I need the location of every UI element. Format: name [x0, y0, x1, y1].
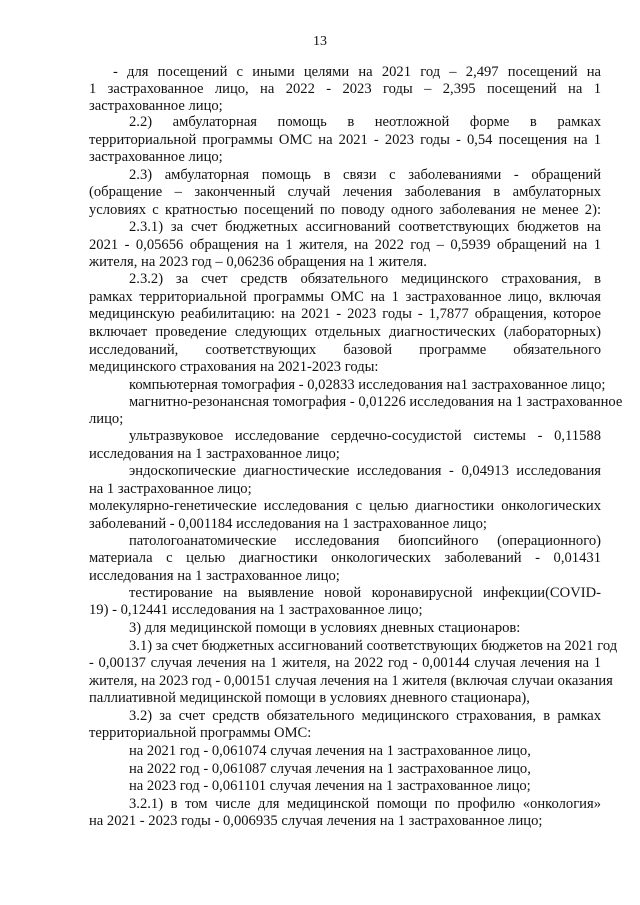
text-line: 2.2) амбулаторная помощь в неотложной форме в рамках	[129, 114, 601, 130]
text-line: магнитно-резонансная томография - 0,01226 исследования на 1 застрахованное	[129, 394, 623, 410]
text-line: территориальной программы ОМС на 2021 - 2023 годы - 0,54 посещения на 1	[89, 132, 601, 148]
text-line: патологоанатомические исследования биопсийного (операционного)	[129, 533, 601, 549]
text-line: медицинскую реабилитацию: на 2021 - 2023 годы - 1,7877 обращения, которое	[89, 306, 601, 322]
text-line: 2.3) амбулаторная помощь в связи с заболеваниями - обращений	[129, 167, 601, 183]
text-line: 3.2) за счет средств обязательного медицинского страхования, в рамках	[129, 708, 601, 724]
text-line: медицинского страхования на 2021-2023 годы:	[89, 359, 379, 375]
text-line: 1 застрахованное лицо, на 2022 - 2023 годы – 2,395 посещений на 1	[89, 81, 601, 97]
text-line: на 1 застрахованное лицо;	[89, 481, 252, 497]
text-line: лицо;	[89, 411, 124, 427]
text-line: территориальной программы ОМС:	[89, 725, 312, 741]
text-line: заболеваний - 0,001184 исследования на 1 застрахованное лицо;	[89, 516, 487, 532]
text-line: ультразвуковое исследование сердечно-сосудистой системы - 0,11588	[129, 428, 601, 444]
text-line: - для посещений с иными целями на 2021 год – 2,497 посещений на	[113, 64, 601, 80]
text-line: 3) для медицинской помощи в условиях дневных стационаров:	[129, 620, 521, 636]
text-line: эндоскопические диагностические исследования - 0,04913 исследования	[129, 463, 601, 479]
text-line: 2.3.1) за счет бюджетных ассигнований соответствующих бюджетов на	[129, 219, 601, 235]
text-line: на 2021 - 2023 годы - 0,006935 случая лечения на 1 застрахованное лицо;	[89, 813, 543, 829]
text-line: рамках территориальной программы ОМС на 1 застрахованное лицо, включая	[89, 289, 601, 305]
page-number: 13	[313, 34, 327, 49]
text-line: на 2022 год - 0,061087 случая лечения на 1 застрахованное лицо,	[129, 761, 531, 777]
text-line: 2021 - 0,05656 обращения на 1 жителя, на 2022 год – 0,5939 обращений на 1	[89, 237, 601, 253]
text-line: на 2021 год - 0,061074 случая лечения на 1 застрахованное лицо,	[129, 743, 531, 759]
text-line: на 2023 год - 0,061101 случая лечения на 1 застрахованное лицо;	[129, 778, 531, 794]
text-line: (обращение – законченный случай лечения заболевания в амбулаторных	[89, 184, 601, 200]
text-line: компьютерная томография - 0,02833 исследования на1 застрахованное лицо;	[129, 377, 606, 393]
text-line: застрахованное лицо;	[89, 98, 223, 114]
text-line: включает проведение следующих отдельных диагностических (лабораторных)	[89, 324, 601, 340]
text-line: материала с целью диагностики онкологических заболеваний - 0,01431	[89, 550, 601, 566]
text-line: исследования на 1 застрахованное лицо;	[89, 446, 340, 462]
text-line: исследования на 1 застрахованное лицо;	[89, 568, 340, 584]
text-line: условиях с кратностью посещений по поводу одного заболевания не менее 2):	[89, 202, 601, 218]
text-line: застрахованное лицо;	[89, 149, 223, 165]
text-line: исследований, соответствующих базовой программе обязательного	[89, 342, 601, 358]
text-line: паллиативной медицинской помощи в условиях дневного стационара),	[89, 690, 530, 706]
text-line: 2.3.2) за счет средств обязательного медицинского страхования, в	[129, 271, 601, 287]
text-line: 3.2.1) в том числе для медицинской помощи по профилю «онкология»	[129, 796, 601, 812]
text-line: жителя, на 2023 год – 0,06236 обращения на 1 жителя.	[89, 254, 427, 270]
text-line: 19) - 0,12441 исследования на 1 застрахованное лицо;	[89, 602, 423, 618]
text-line: - 0,00137 случая лечения на 1 жителя, на 2022 год - 0,00144 случая лечения на 1	[89, 655, 601, 671]
text-line: жителя, на 2023 год - 0,00151 случая лечения на 1 жителя (включая случаи оказания	[89, 673, 613, 689]
text-line: молекулярно-генетические исследования с целью диагностики онкологических	[89, 498, 601, 514]
text-line: 3.1) за счет бюджетных ассигнований соответствующих бюджетов на 2021 год	[129, 638, 618, 654]
text-line: тестирование на выявление новой коронавирусной инфекции(COVID-	[129, 585, 601, 601]
